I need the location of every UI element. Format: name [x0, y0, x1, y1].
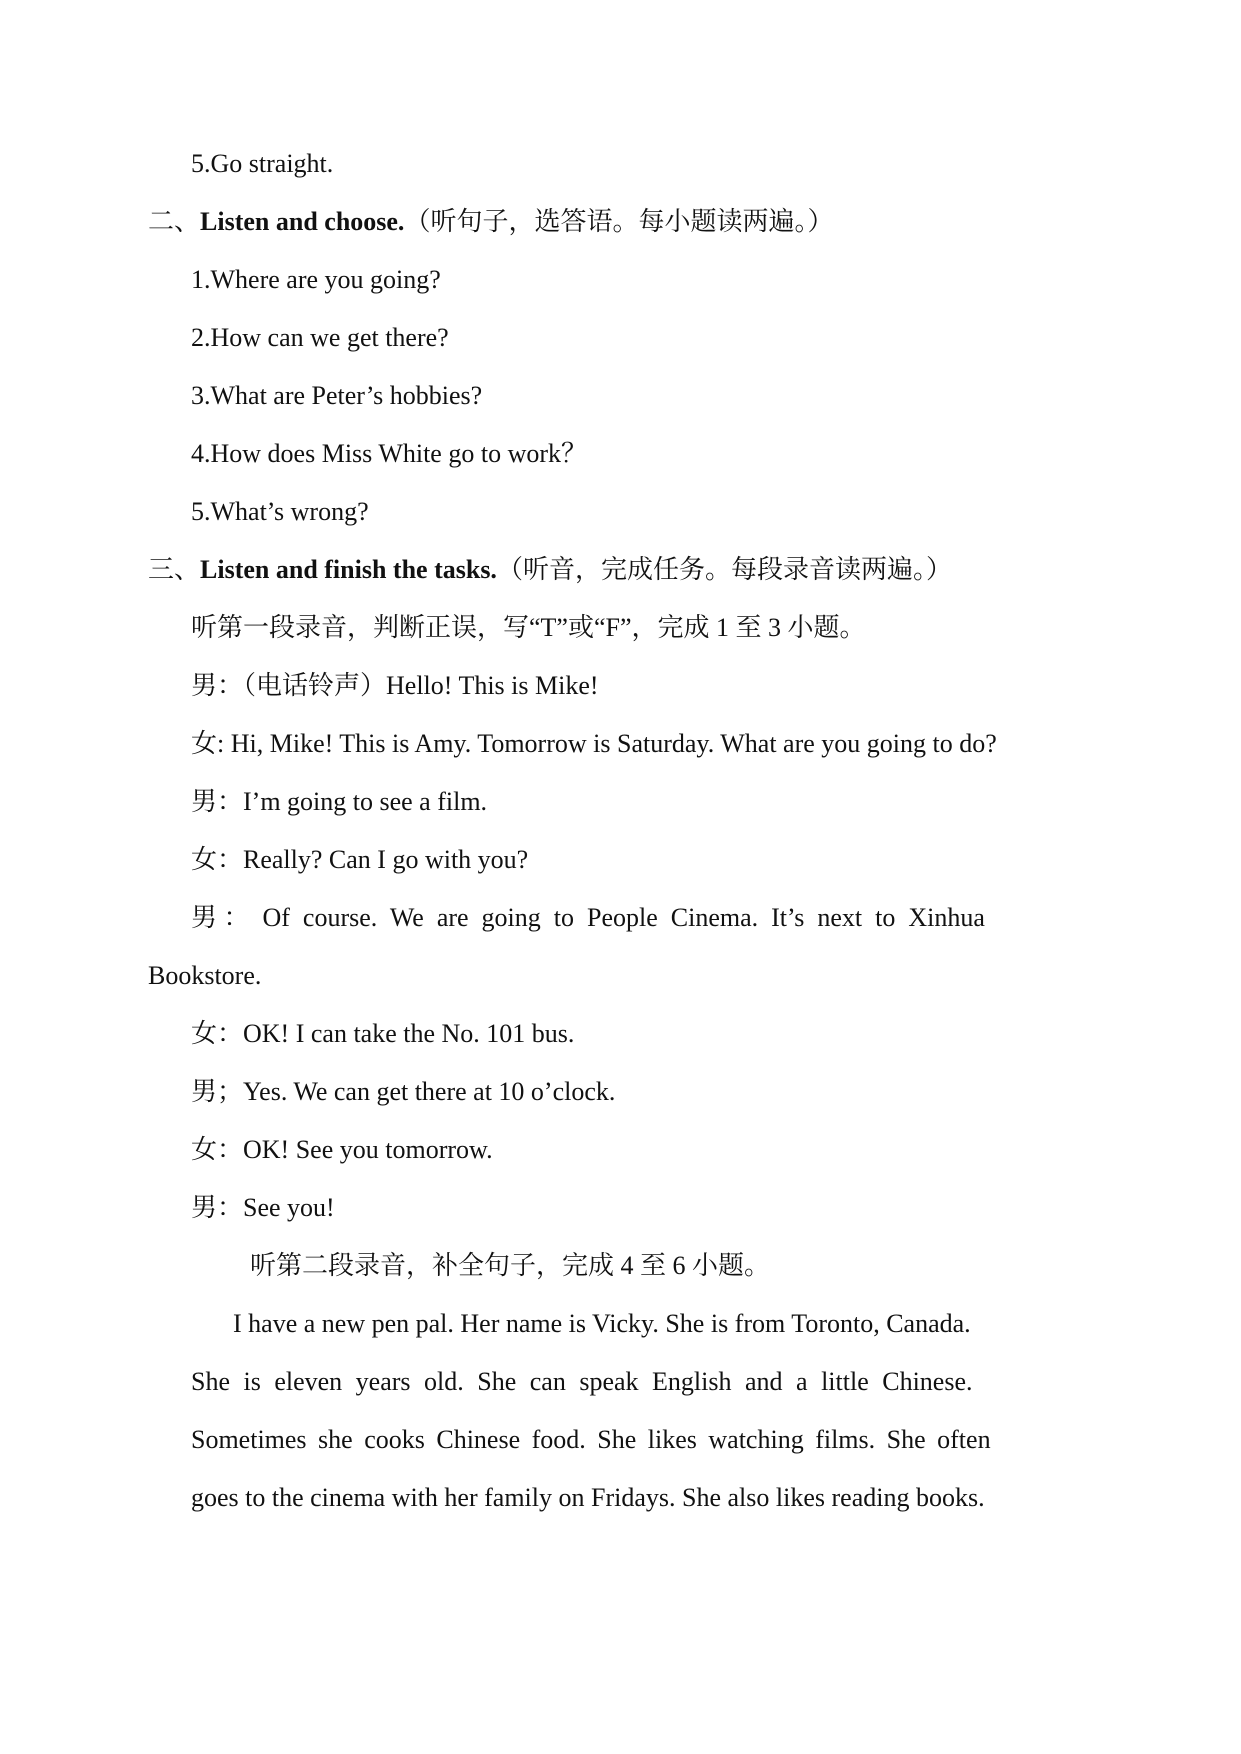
dialogue-line: 男：See you! — [191, 1193, 335, 1222]
dialogue-line: 女：Really? Can I go with you? — [191, 845, 529, 874]
task-instruction: 听第二段录音，补全句子，完成 4 至 6 小题。 — [250, 1251, 771, 1280]
passage-line: Sometimes she cooks Chinese food. She likes watching films. She often — [191, 1425, 991, 1454]
passage-line: goes to the cinema with her family on Fridays. She also likes reading books. — [191, 1483, 985, 1512]
section-note: （听句子，选答语。每小题读两遍。） — [404, 207, 834, 236]
section-note: （听音，完成任务。每段录音读两遍。） — [496, 555, 952, 584]
list-item: 2.How can we get there? — [191, 323, 449, 352]
list-item: 4.How does Miss White go to work？ — [191, 439, 588, 468]
passage-line: I have a new pen pal. Her name is Vicky. She is from Toronto, Canada. — [233, 1309, 971, 1338]
dialogue-line: 男：（电话铃声）Hello! This is Mike! — [191, 671, 599, 700]
task-instruction: 听第一段录音，判断正误，写“T”或“F”，完成 1 至 3 小题。 — [191, 613, 866, 642]
dialogue-line: 女：OK! See you tomorrow. — [191, 1135, 493, 1164]
dialogue-line: 女: Hi, Mike! This is Amy. Tomorrow is Saturday. What are you going to do? — [191, 729, 997, 758]
section-number: 二、 — [148, 207, 201, 236]
list-item: 5.Go straight. — [191, 149, 334, 178]
section-heading — [148, 554, 952, 586]
dialogue-line-continuation: Bookstore. — [148, 961, 262, 990]
section-title: Listen and finish the tasks. — [200, 555, 497, 584]
list-item: 3.What are Peter’s hobbies? — [191, 381, 483, 410]
list-item: 1.Where are you going? — [191, 265, 441, 294]
section-number: 三、 — [148, 555, 201, 584]
dialogue-line: 男：I’m going to see a film. — [191, 787, 488, 816]
dialogue-line: 女：OK! I can take the No. 101 bus. — [191, 1019, 575, 1048]
section-heading — [148, 206, 833, 238]
passage-line: She is eleven years old. She can speak English and a little Chinese. — [191, 1367, 973, 1396]
dialogue-line: 男 ： Of course. We are going to People Cinema. It’s next to Xinhua — [191, 903, 985, 932]
dialogue-line: 男；Yes. We can get there at 10 o’clock. — [191, 1077, 616, 1106]
list-item: 5.What’s wrong? — [191, 497, 369, 526]
section-title: Listen and choose. — [200, 207, 405, 236]
